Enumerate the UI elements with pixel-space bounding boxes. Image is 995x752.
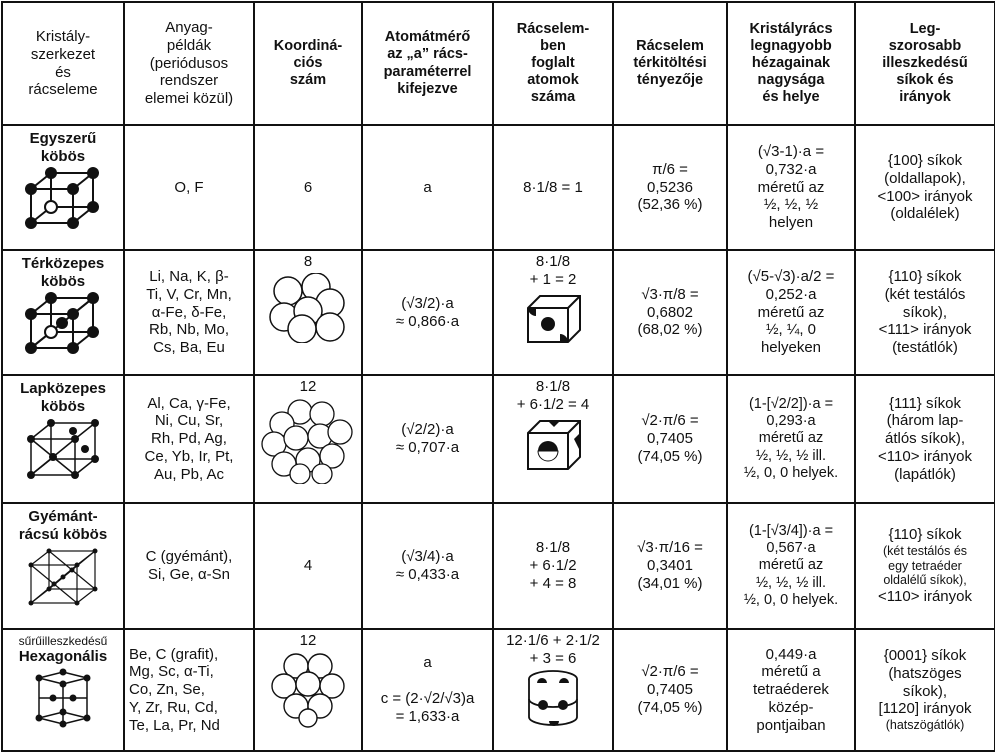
structure-name: Egyszerű köbös	[29, 130, 97, 165]
structure-cell	[2, 629, 124, 751]
planes-cell: {100} síkok (oldallapok), <100> irányok (oldalélek)	[855, 125, 995, 250]
header-row	[2, 2, 995, 125]
voids-cell: (1-[√3/4])·a = 0,567·a méretű az ½, ½, ½ ill. ½, 0, 0 helyek.	[727, 503, 855, 629]
fcc-coordination-spheres-icon	[260, 398, 356, 484]
header-materials: Anyag- példák (periódusos rendszer elemei közül)	[124, 2, 254, 125]
planes-cell: {111} síkok (három lap- átlós síkok), <110> irányok (lapátlók)	[855, 375, 995, 503]
packing-cell: π/6 = 0,5236 (52,36 %)	[613, 125, 727, 250]
diameter-cell: (√3/4)·a ≈ 0,433·a	[362, 503, 493, 629]
packing-cell: √2·π/6 = 0,7405 (74,05 %)	[613, 629, 727, 751]
header-packing: Rácselem térkitöltési tényezője	[613, 2, 727, 125]
atoms-cell: 12·1/6 + 2·1/2 + 3 = 6	[493, 629, 613, 751]
materials-cell: O, F	[124, 125, 254, 250]
header-planes: Leg- szorosabb illeszkedésű síkok és irányok	[855, 2, 995, 125]
structure-name: Hexagonális	[18, 648, 108, 666]
diameter-cell: (√3/2)·a ≈ 0,866·a	[362, 250, 493, 375]
materials-cell: Be, C (grafit), Mg, Sc, α-Ti, Co, Zn, Se, Y, Zr, Ru, Cd, Te, La, Pr, Nd	[124, 629, 254, 751]
atoms-cell: 8·1/8 + 6·1/2 + 4 = 8	[493, 503, 613, 629]
table-row	[2, 503, 995, 629]
hcp-coordination-spheres-icon	[268, 652, 348, 728]
structure-prefix: sűrűilleszkedésű	[18, 634, 108, 648]
structure-name: Gyémánt- rácsú köbös	[18, 508, 108, 543]
materials-cell: Al, Ca, γ-Fe, Ni, Cu, Sr, Rh, Pd, Ag, Ce, Yb, Ir, Pt, Au, Pb, Ac	[124, 375, 254, 503]
header-voids: Kristályrács legnagyobb hézagainak nagysága és helye	[727, 2, 855, 125]
diameter-cell: a c = (2·√2/√3)a = 1,633·a	[362, 629, 493, 751]
voids-cell: (1-[√2/2])·a = 0,293·a méretű az ½, ½, ½ ill. ½, 0, 0 helyek.	[727, 375, 855, 503]
diameter-cell: a	[362, 125, 493, 250]
planes-cell: {110} síkok (két testálós és egy tetraéder oldalélű síkok), <110> irányok	[855, 503, 995, 629]
fcc-cell-icon	[23, 417, 103, 481]
structure-cell	[2, 125, 124, 250]
structure-cell	[2, 375, 124, 503]
planes-cell: {110} síkok (két testálós síkok), <111> irányok (testátlók)	[855, 250, 995, 375]
packing-cell: √3·π/8 = 0,6802 (68,02 %)	[613, 250, 727, 375]
hcp-cell-icon	[23, 668, 103, 732]
coordination-cell: 6	[254, 125, 362, 250]
table-row	[2, 125, 995, 250]
coordination-cell: 12	[254, 629, 362, 751]
packing-cell: √3·π/16 = 0,3401 (34,01 %)	[613, 503, 727, 629]
coordination-cell: 4	[254, 503, 362, 629]
structure-name: Térközepes köbös	[21, 255, 105, 290]
fcc-unit-cell-icon	[518, 415, 588, 473]
voids-cell: (√3-1)·a = 0,732·a méretű az ½, ½, ½ helyen	[727, 125, 855, 250]
voids-cell: 0,449·a méretű a tetraéderek közép- pontjaiban	[727, 629, 855, 751]
table-row	[2, 250, 995, 375]
header-structure: Kristály- szerkezet és rácseleme	[2, 2, 124, 125]
atoms-cell: 8·1/8 + 1 = 2	[493, 250, 613, 375]
table-row	[2, 375, 995, 503]
crystal-structure-table	[1, 1, 995, 752]
structure-name: Lapközepes köbös	[20, 380, 106, 415]
materials-cell: C (gyémánt), Si, Ge, α-Sn	[124, 503, 254, 629]
header-coordination: Koordiná- ciós szám	[254, 2, 362, 125]
voids-cell: (√5-√3)·a/2 = 0,252·a méretű az ½, ¼, 0 helyeken	[727, 250, 855, 375]
bcc-coordination-spheres-icon	[268, 273, 348, 343]
header-atoms: Rácselem- ben foglalt atomok száma	[493, 2, 613, 125]
header-diameter: Atomátmérő az „a” rács- paraméterrel kifejezve	[362, 2, 493, 125]
coordination-cell: 12	[254, 375, 362, 503]
atoms-cell: 8·1/8 + 6·1/2 = 4	[493, 375, 613, 503]
bcc-unit-cell-icon	[518, 290, 588, 346]
coordination-cell: 8	[254, 250, 362, 375]
simple-cubic-cell-icon	[23, 167, 103, 229]
table-row	[2, 629, 995, 751]
diameter-cell: (√2/2)·a ≈ 0,707·a	[362, 375, 493, 503]
hcp-unit-cell-icon	[523, 669, 583, 731]
planes-cell: {0001} síkok (hatszöges síkok), [1120] irányok (hatszögátlók)	[855, 629, 995, 751]
structure-cell	[2, 250, 124, 375]
materials-cell: Li, Na, K, β- Ti, V, Cr, Mn, α-Fe, δ-Fe, Rb, Nb, Mo, Cs, Ba, Eu	[124, 250, 254, 375]
structure-cell	[2, 503, 124, 629]
atoms-cell: 8·1/8 = 1	[493, 125, 613, 250]
diamond-cell-icon	[23, 545, 103, 607]
bcc-cell-icon	[23, 292, 103, 354]
packing-cell: √2·π/6 = 0,7405 (74,05 %)	[613, 375, 727, 503]
